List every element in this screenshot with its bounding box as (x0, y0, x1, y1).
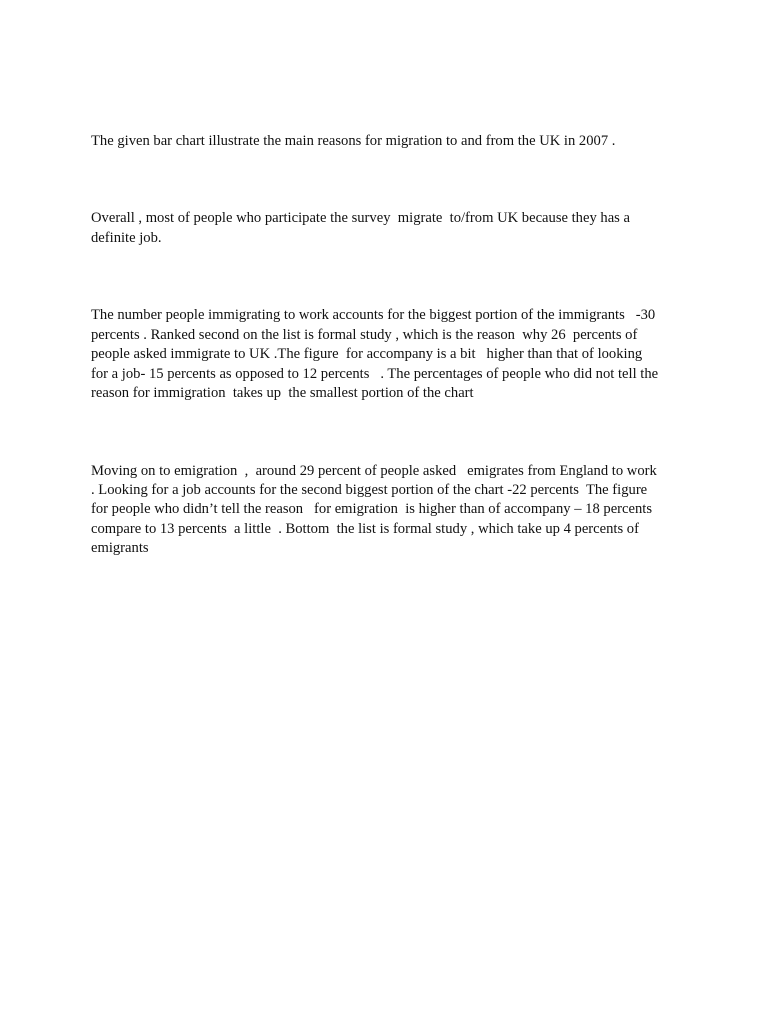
paragraph-overview: Overall , most of people who participate the survey migrate to/from UK because they has a definite job. (91, 210, 630, 246)
paragraph-immigration: The number people immigrating to work accounts for the biggest portion of the immigrants -30 percents . Ranked second on the list is formal study , which is the reason why 26 percents of people asked immigrate to UK .The figure for accompany is a bit higher than that of looking for a job- 15 percents as opposed to 12 percents . The percentages of people who did not tell the reason for immigration takes up the smallest portion of the chart (91, 307, 659, 402)
document-body (91, 93, 691, 617)
paragraph-emigration: Moving on to emigration , around 29 percent of people asked emigrates from England to work . Looking for a job accounts for the second biggest portion of the chart -22 percents The figure for people who didn’t tell the reason for emigration is higher than of accompany – 18 percents compare to 13 percents a little . Bottom the list is formal study , which take up 4 percents of emigrants (91, 462, 657, 557)
paragraph-intro: The given bar chart illustrate the main reasons for migration to and from the UK in 2007 . (91, 132, 616, 149)
